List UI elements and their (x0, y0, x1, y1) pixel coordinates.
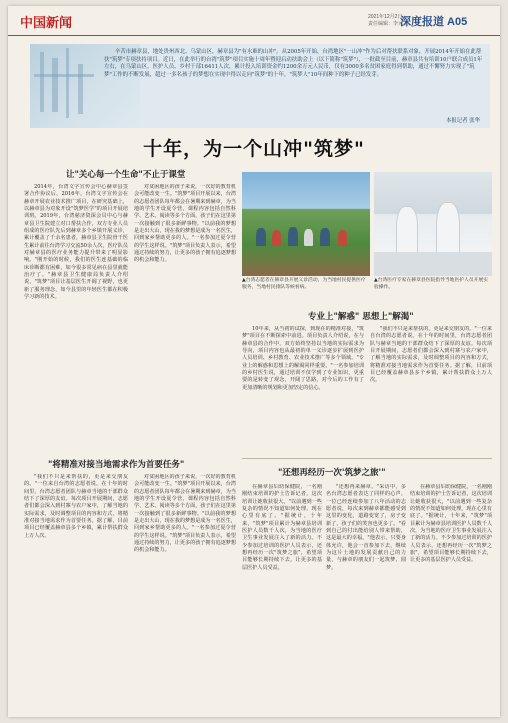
photo-caption-1: ▲台湾志愿者在赫章县开展义诊活动，为当地村民提供医疗服务，当地村民排队等候看病。 (242, 278, 366, 290)
divider-right (242, 458, 492, 459)
article-column-3b: 对贫困地区的孩子来说，一次好的教育机会可能改变一生。"筑梦"项目开展以来，台湾的志愿者团队每年都会在暑期来到赫章，为当地的学生开设夏令营，课程内容包括自然科学、艺术、阅读等多个方面，孩子们在这里第一次接触到了很多新鲜事物。"以前我的梦想是走出大山，现在我的梦想是成为一名医生，回到家乡帮助更多的人。"一名参加过夏令营的学生这样说。"筑梦"项目负责人表示，希望通过持续的努力，让更多的孩子拥有追逐梦想的机会和能力。 (134, 474, 236, 554)
intro-byline: 本报记者 张华 (445, 118, 480, 124)
section-title: 深度报道 A05 (400, 16, 468, 28)
intro-text: 辛苦市赫章县，地处贵州西北、乌蒙山区，赫章县为"有水难的山冲"。从2005年开始，台湾地区"一山冲"作为后对帮扶联系对象，开展2014年开始在此帮扶"筑梦"专项扶持项目。近日，在此举行的台湾"筑梦"项目实施十周年暨迎启动扶助会上（以下简称"筑梦"），一批截至目前，赫章县共有培训10户联合成员1年左右，在乌蒙山区，医护人员、乡村干部16411人次，累计投入培训资金约1200余万元人民币，仅有3000多名贫困家庭得到帮助，通过不懈努力实现了"筑梦"工作的不断发展，超过一多名孩子的梦想在实现中得以走向"筑梦"的十年，"筑梦人"10年间种下的种子已经发芽。 (104, 49, 483, 78)
photo-caption-2: ▲台湾医疗专家在赫章县医院指导当地医护人员开展实验操作。 (374, 278, 489, 290)
intro-box (30, 44, 490, 128)
article-column-4b: "我们不只是来帮扶的，更是来交朋友的。"一位来自台湾的志愿者说。在十年的时间里，台湾志愿者团队与赫章当地的干部群众结下了深厚的友谊。每次项目开展期间，志愿者们都会深入到村寨与农户家中，了解当地的实际需求，及时调整项目的内容和方式，将精准对接当地需求作为首要任务。据了解，目前项目已经覆盖赫章县多个乡镇，累计帮扶群众上万人次。 (370, 326, 492, 384)
date-text: 2021年12月2日 (368, 14, 403, 20)
masthead (8, 6, 500, 36)
article-column-4: 10年来，从当初的试探，到现在的精准对接，"筑梦"项目在不断探索中前进。项目负责人介绍说，在与赫章县的合作中，双方始终坚持以当地的实际需求为导向，项目内容也从最初的单一义诊逐步扩展到医护人员培训、乡村教育、农业技术推广等多个领域。"专业上的解惑和思想上的解渴同样重要。"一名参加培训的乡村医生说，通过培训不仅学到了专业知识，更重要的是转变了观念，开阔了思路，对今后的工作有了更加清晰的规划和更加坚定的信心。 (242, 326, 364, 391)
newspaper-page (8, 6, 500, 717)
article-column-7: 在赫章县妇幼保健院，一名刚刚结束培训的护士告诉记者，这次培训让她收获很大，"以前遇到一些复杂的情况不知道如何处理，现在心里有底了。"据统计，十年来，"筑梦"项目累计为赫章县培训医护人员数千人次，为当地的医疗卫生事业发展注入了新的活力。不少参加过培训的医护人员表示，还想再经历一次"筑梦之旅"，希望项目能够长期持续下去，让更多的基层医护人员受益。 (410, 484, 492, 564)
article-column-6: "还想再来赫章。"采访中，多名台湾志愿者表达了同样的心声。一位已经连续参加了八年活动的志愿者说，每次来到赫章都能感受到这里的变化，道路变宽了，房子变新了，孩子们的笑容也更多了。"看到自己的付出能给别人带来帮助，这是最大的幸福。"他表示，只要身体允许，他会一直参加下去，继续为这片土地的发展贡献自己的力量，与赫章的朋友们一起筑梦、圆梦。 (326, 484, 406, 571)
section-heading-3: 专业上"解惑" 思想上"解渴" (308, 312, 414, 322)
editor-text: 责任编辑：李元主 (368, 21, 409, 27)
section-heading-1: 让"关心每一个生命"不止于课堂 (66, 170, 186, 180)
section-heading-2: "将精准对接当地需求作为首要任务" (48, 460, 185, 470)
article-column-3: "我们不只是来帮扶的，更是来交朋友的。"一位来自台湾的志愿者说。在十年的时间里，台湾志愿者团队与赫章当地的干部群众结下了深厚的友谊。每次项目开展期间，志愿者们都会深入到村寨与农户家中，了解当地的实际需求，及时调整项目的内容和方式，将精准对接当地需求作为首要任务。据了解，目前项目已经覆盖赫章县多个乡镇，累计帮扶群众上万人次。 (24, 474, 128, 539)
headline: 十年，为一个山冲"筑梦" (143, 138, 365, 160)
section-heading-4: "还想再经历一次'筑梦之旅'" (278, 468, 386, 478)
article-column-1: 2014年，台湾文字宣传会中心赫章县签署合作协议后，2016年，台湾文字宣传会在赫章开展农业技术推广项目，在研究基础上，以赫章县为对象开设"筑梦医学"的项目开展培训班，2019年，台湾慈济资深会员中心与赫章县卫生院建立对口帮扶合作，双方专业人员组成的医疗队先后到赫章多个乡镇开展义诊，累计覆盖了千余名患者，赫章县卫生院骨干医生累计前往台湾学习交流50余人次，医疗队员对赫章县的医疗业务能力提升带来了明显影响。"刚开始的时候，我们的医生连基础的临床诊断都有困难，如今很多常见病在县里就能治疗了。"赫章县卫生健康局负责人介绍说，"筑梦"项目让基层医生开阔了视野，也更新了服务理念，如今县里的年轻医生都在积极学习新的技术。 (24, 184, 128, 301)
article-column-5: 在赫章县妇幼保健院，一名刚刚结束培训的护士告诉记者，这次培训让她收获很大，"以前遇到一些复杂的情况不知道如何处理，现在心里有底了。"据统计，十年来，"筑梦"项目累计为赫章县培训医护人员数千人次，为当地的医疗卫生事业发展注入了新的活力。不少参加过培训的医护人员表示，还想再经历一次"筑梦之旅"，希望项目能够长期持续下去，让更多的基层医护人员受益。 (242, 484, 322, 571)
photo-lab (374, 172, 492, 276)
article-column-2: 对贫困地区的孩子来说，一次好的教育机会可能改变一生。"筑梦"项目开展以来，台湾的志愿者团队每年都会在暑期来到赫章，为当地的学生开设夏令营，课程内容包括自然科学、艺术、阅读等多个方面，孩子们在这里第一次接触到了很多新鲜事物。"以前我的梦想是走出大山，现在我的梦想是成为一名医生，回到家乡帮助更多的人。"一名参加过夏令营的学生这样说。"筑梦"项目负责人表示，希望通过持续的努力，让更多的孩子拥有追逐梦想的机会和能力。 (134, 184, 236, 264)
photo-group-village (242, 172, 370, 276)
newspaper-logo: 中国新闻 (20, 15, 73, 30)
